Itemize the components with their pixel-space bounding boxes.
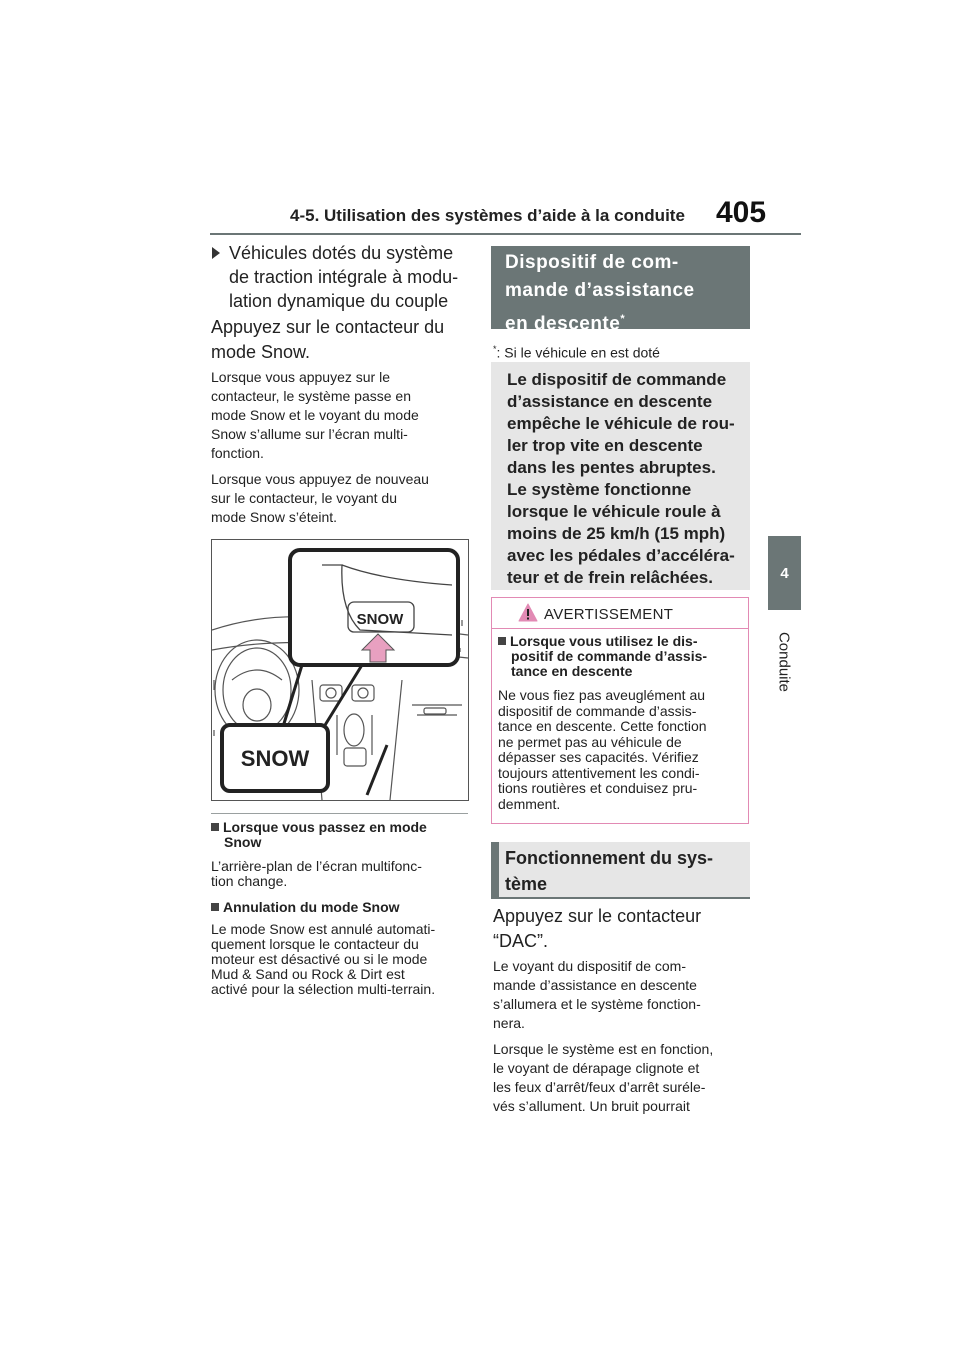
paragraph: Le voyant du dispositif de com- mande d’assistance en descente s’allumera et le système fonction- nera. [493,958,701,1031]
dashboard-illustration [211,539,469,801]
subsection-heading: Lorsque vous passez en mode Snow [211,820,427,850]
subsection-body: L’arrière-plan de l’écran multifonc- tion change. [211,858,422,889]
paragraph: Lorsque le système est en fonction, le voyant de dérapage clignote et les feux d’arrêt/feux d’arrêt suréle- vés s’allument. Un bruit pourrait [493,1041,714,1114]
section-title-box: Dispositif de com- mande d’assistance en descente* [491,246,750,329]
section-heading: Fonctionnement du sys- tème [491,842,750,897]
chapter-tab: 4 [768,536,801,610]
square-bullet-icon [211,823,219,831]
instruction-text: Appuyez sur le contacteur du mode Snow. [211,317,445,362]
paragraph: Lorsque vous appuyez sur le contacteur, le système passe en mode Snow et le voyant du mode Snow s’allume sur l’écran multi- fonction. [211,369,419,461]
header-divider [210,233,801,235]
summary-box: Le dispositif de commande d’assistance en descente empêche le véhicule de rou- ler trop vite en descente dans les pentes abruptes. Le système fonctionne lorsque le véhicule roule à moins de 25 km/h (15 mph) avec les pédales d’accéléra- teur et de frein relâchées. [491,362,750,590]
square-bullet-icon [211,903,219,911]
divider [211,813,468,814]
dashboard-drawing [212,540,468,800]
subsection-body: Le mode Snow est annulé automati- quement lorsque le contacteur du moteur est désactivé ou si le mode Mud & Sand ou Rock & Dirt est activé pour la sélection multi-terrain. [211,921,436,997]
subsection-heading: Annulation du mode Snow [211,900,400,915]
bullet-item: Véhicules dotés du système de traction intégrale à modu- lation dynamique du couple [212,241,458,313]
warning-subheading: Lorsque vous utilisez le dis- positif de commande d’assis- tance en descente [498,634,707,679]
footnote: *: Si le véhicule en est doté [493,344,660,361]
section-header: 4-5. Utilisation des systèmes d’aide à la conduite [290,206,685,225]
warning-body: Ne vous fiez pas aveuglément au dispositif de commande d’assis- tance en descente. Cette fonction ne permet pas au véhicule de dépasser ses capacités. Vérifiez toujours attentivement les condi- tions routières et conduisez pru- demment. [498,687,707,812]
warning-title: AVERTISSEMENT [544,606,674,623]
page-number: 405 [716,196,767,229]
triangle-bullet-icon [212,247,220,259]
chapter-label: Conduite [775,631,793,693]
warning-triangle-icon [518,603,538,622]
warning-header [492,598,748,629]
snow-label-large: SNOW [240,746,310,771]
paragraph: Lorsque vous appuyez de nouveau sur le contacteur, le voyant du mode Snow s’éteint. [211,471,429,525]
warning-box [491,597,749,824]
square-bullet-icon [498,637,506,645]
instruction-text: Appuyez sur le contacteur “DAC”. [493,906,702,951]
section-heading-rule [491,897,750,899]
snow-label-small: SNOW [356,611,404,628]
